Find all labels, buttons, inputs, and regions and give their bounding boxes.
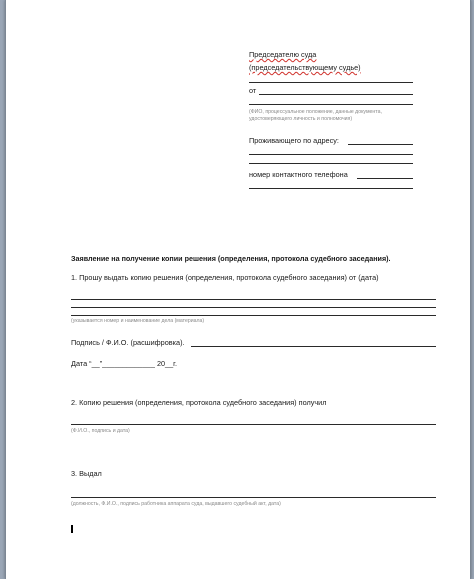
residing-label: Проживающего по адресу: bbox=[249, 136, 339, 145]
blank-line-item1-2 bbox=[71, 307, 436, 308]
addressee-line-2: (председательствующему судье) bbox=[249, 63, 361, 72]
blank-line-item1-3 bbox=[71, 315, 436, 316]
signature-label: Подпись / Ф.И.О. (расшифровка). bbox=[71, 338, 185, 347]
item-1-text: 1. Прошу выдать копию решения (определения, протокола судебного заседания) от (дата) bbox=[71, 273, 379, 282]
item-2-hint: (Ф.И.О., подпись и дата) bbox=[71, 428, 130, 434]
item-3-text: 3. Выдал bbox=[71, 469, 102, 478]
text-cursor[interactable] bbox=[71, 525, 73, 533]
addressee-line-1: Председателю суда bbox=[249, 50, 317, 59]
blank-line-item3 bbox=[71, 497, 436, 498]
blank-line-court bbox=[249, 82, 413, 83]
document-page bbox=[5, 0, 471, 579]
blank-line-signature bbox=[191, 346, 436, 347]
date-line: Дата “__”_____________ 20__г. bbox=[71, 359, 177, 368]
blank-line-address-3 bbox=[249, 163, 413, 164]
blank-line-address bbox=[348, 144, 413, 145]
fio-hint: (ФИО, процессуальное положение, данные документа, удостоверяющего личность и полномочия) bbox=[249, 109, 382, 122]
blank-line-phone-2 bbox=[249, 188, 413, 189]
blank-line-item2 bbox=[71, 424, 436, 425]
from-label: от bbox=[249, 86, 257, 95]
item-2-text: 2. Копию решения (определения, протокола судебного заседания) получил bbox=[71, 398, 327, 407]
blank-line-item1-1 bbox=[71, 299, 436, 300]
item-1-hint: (указывается номер и наименование дела (материала) bbox=[71, 318, 205, 324]
item-3-hint: (должность, Ф.И.О., подпись работника аппарата суда, выдавшего судебный акт, дата) bbox=[71, 501, 281, 507]
blank-line-from bbox=[259, 94, 413, 95]
blank-line-address-2 bbox=[249, 154, 413, 155]
phone-label: номер контактного телефона bbox=[249, 170, 348, 179]
document-title: Заявление на получение копии решения (определения, протокола судебного заседания). bbox=[71, 254, 391, 263]
blank-line-from-2 bbox=[249, 104, 413, 105]
blank-line-phone bbox=[357, 178, 413, 179]
